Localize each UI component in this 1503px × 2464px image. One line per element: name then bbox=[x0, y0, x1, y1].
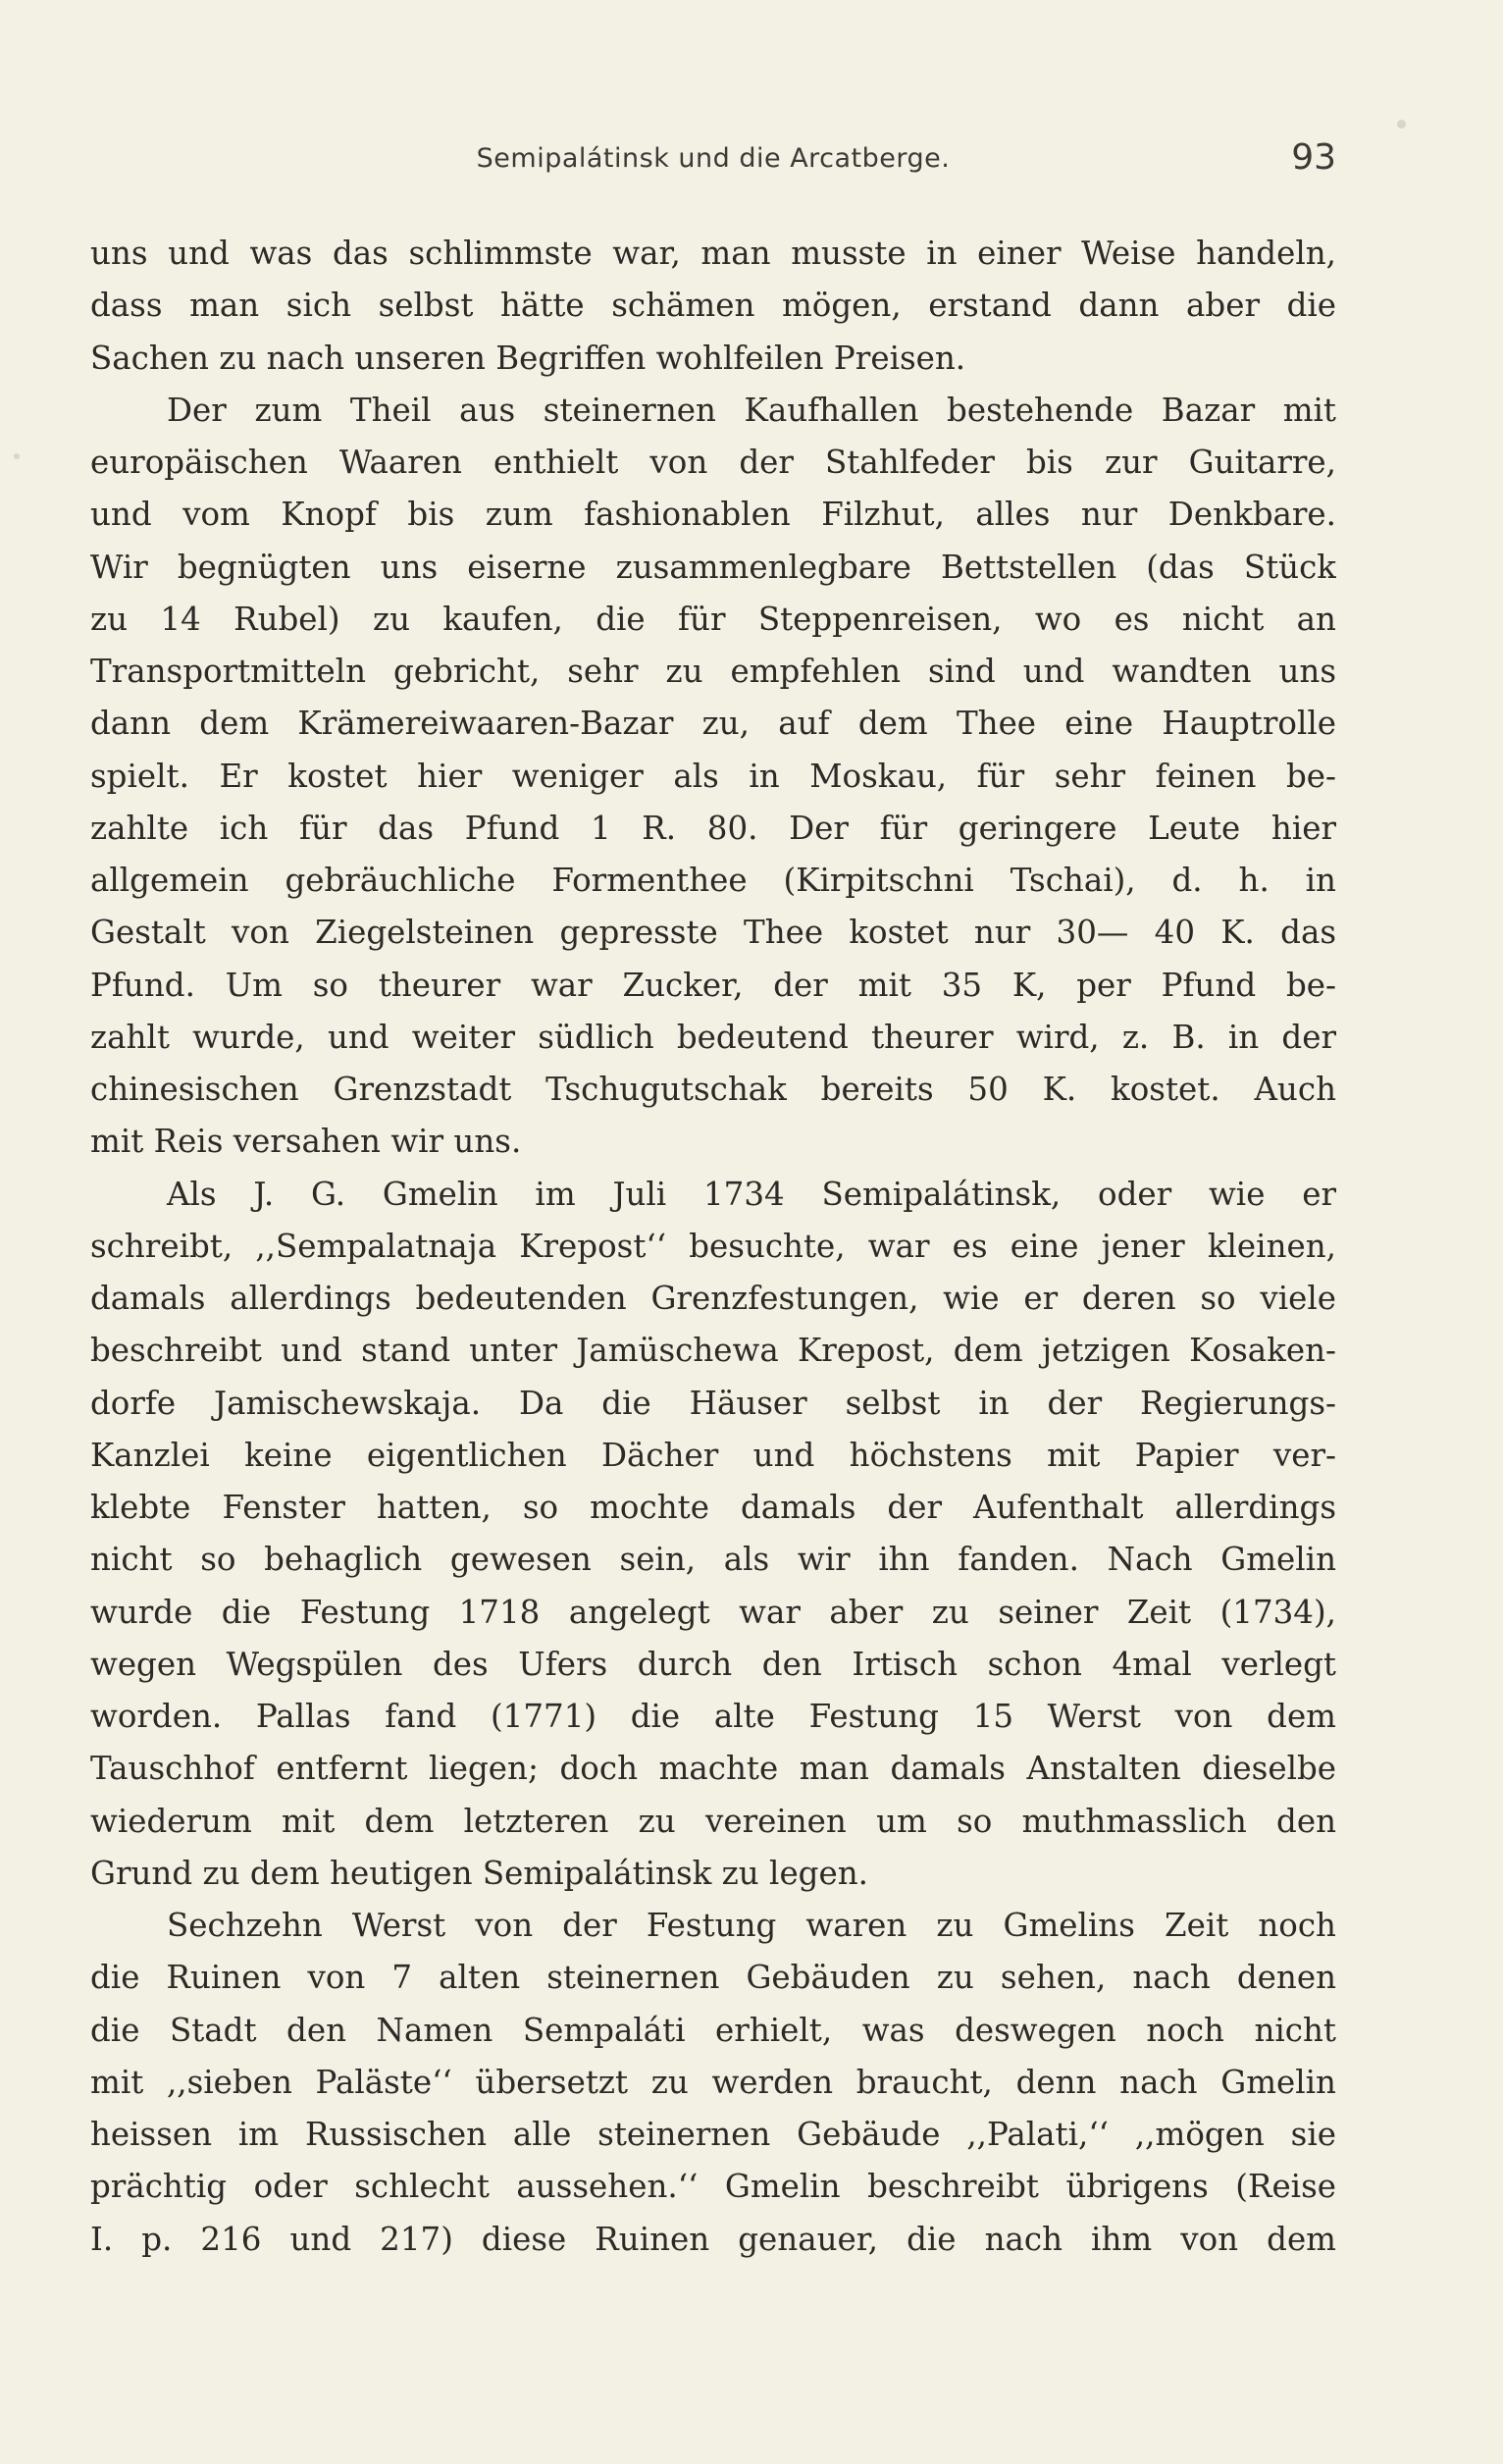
text-line: Wir begnügten uns eiserne zusammenlegbare Bettstellen (das Stück bbox=[90, 548, 1336, 586]
text-line: europäischen Waaren enthielt von der Stahlfeder bis zur Guitarre, bbox=[90, 444, 1336, 481]
text-line: worden. Pallas fand (1771) die alte Festung 15 Werst von dem bbox=[90, 1698, 1336, 1735]
text-line: Kanzlei keine eigentlichen Dächer und höchstens mit Papier ver- bbox=[90, 1436, 1336, 1474]
text-line: dann dem Krämereiwaaren-Bazar zu, auf dem Thee eine Hauptrolle bbox=[90, 705, 1336, 743]
text-line: zahlte ich für das Pfund 1 R. 80. Der für geringere Leute hier bbox=[90, 809, 1336, 847]
text-line: chinesischen Grenzstadt Tschugutschak bereits 50 K. kostet. Auch bbox=[90, 1071, 1336, 1108]
text-line: wegen Wegspülen des Ufers durch den Irtisch schon 4mal verlegt bbox=[90, 1645, 1336, 1683]
text-line: zahlt wurde, und weiter südlich bedeutend theurer wird, z. B. in der bbox=[90, 1018, 1336, 1056]
text-line: Der zum Theil aus steinernen Kaufhallen bestehende Bazar mit bbox=[167, 391, 1336, 429]
paper-speck bbox=[1397, 120, 1406, 129]
text-line: wurde die Festung 1718 angelegt war aber zu seiner Zeit (1734), bbox=[90, 1593, 1336, 1631]
text-line: Tauschhof entfernt liegen; doch machte man damals Anstalten dieselbe bbox=[90, 1750, 1336, 1788]
text-line: prächtig oder schlecht aussehen.‘‘ Gmelin beschreibt übrigens (Reise bbox=[90, 2168, 1336, 2206]
body-text bbox=[90, 228, 1336, 2266]
text-line: die Ruinen von 7 alten steinernen Gebäuden zu sehen, nach denen bbox=[90, 1959, 1336, 1997]
paper-speck bbox=[14, 453, 20, 459]
page-number: 93 bbox=[1291, 137, 1336, 178]
text-line: mit ,,sieben Paläste‘‘ übersetzt zu werden braucht, denn nach Gmelin bbox=[90, 2063, 1336, 2101]
text-line: Als J. G. Gmelin im Juli 1734 Semipalátinsk, oder wie er bbox=[167, 1175, 1336, 1213]
text-line: Transportmitteln gebricht, sehr zu empfehlen sind und wandten uns bbox=[90, 653, 1336, 690]
text-line: heissen im Russischen alle steinernen Gebäude ,,Palati,‘‘ ,,mögen sie bbox=[90, 2116, 1336, 2153]
text-line: damals allerdings bedeutenden Grenzfestungen, wie er deren so viele bbox=[90, 1280, 1336, 1317]
text-line: klebte Fenster hatten, so mochte damals der Aufenthalt allerdings bbox=[90, 1489, 1336, 1526]
text-line: I. p. 216 und 217) diese Ruinen genauer, die nach ihm von dem bbox=[90, 2220, 1336, 2258]
running-title: Semipalátinsk und die Arcatberge. bbox=[476, 143, 951, 174]
text-line: Pfund. Um so theurer war Zucker, der mit 35 K, per Pfund be- bbox=[90, 966, 1336, 1004]
text-line: beschreibt und stand unter Jamüschewa Krepost, dem jetzigen Kosaken- bbox=[90, 1332, 1336, 1370]
text-line: Sachen zu nach unseren Begriffen wohlfeilen Preisen. bbox=[90, 339, 966, 377]
text-line: dass man sich selbst hätte schämen mögen, erstand dann aber die bbox=[90, 287, 1336, 325]
text-line: Grund zu dem heutigen Semipalátinsk zu legen. bbox=[90, 1854, 868, 1892]
text-line: dorfe Jamischewskaja. Da die Häuser selbst in der Regierungs- bbox=[90, 1384, 1336, 1422]
text-line: Gestalt von Ziegelsteinen gepresste Thee kostet nur 30— 40 K. das bbox=[90, 914, 1336, 952]
text-line: uns und was das schlimmste war, man musste in einer Weise handeln, bbox=[90, 235, 1336, 272]
text-line: und vom Knopf bis zum fashionablen Filzhut, alles nur Denkbare. bbox=[90, 496, 1336, 534]
running-head bbox=[90, 137, 1336, 186]
text-line: mit Reis versahen wir uns. bbox=[90, 1123, 522, 1161]
text-line: Sechzehn Werst von der Festung waren zu Gmelins Zeit noch bbox=[167, 1907, 1336, 1944]
text-line: die Stadt den Namen Sempaláti erhielt, was deswegen noch nicht bbox=[90, 2011, 1336, 2049]
text-line: zu 14 Rubel) zu kaufen, die für Steppenreisen, wo es nicht an bbox=[90, 600, 1336, 638]
text-line: nicht so behaglich gewesen sein, als wir ihn fanden. Nach Gmelin bbox=[90, 1541, 1336, 1579]
text-line: schreibt, ,,Sempalatnaja Krepost‘‘ besuchte, war es eine jener kleinen, bbox=[90, 1227, 1336, 1265]
text-line: spielt. Er kostet hier weniger als in Moskau, für sehr feinen be- bbox=[90, 757, 1336, 795]
text-line: wiederum mit dem letzteren zu vereinen um so muthmasslich den bbox=[90, 1802, 1336, 1840]
text-line: allgemein gebräuchliche Formenthee (Kirpitschni Tschai), d. h. in bbox=[90, 862, 1336, 899]
